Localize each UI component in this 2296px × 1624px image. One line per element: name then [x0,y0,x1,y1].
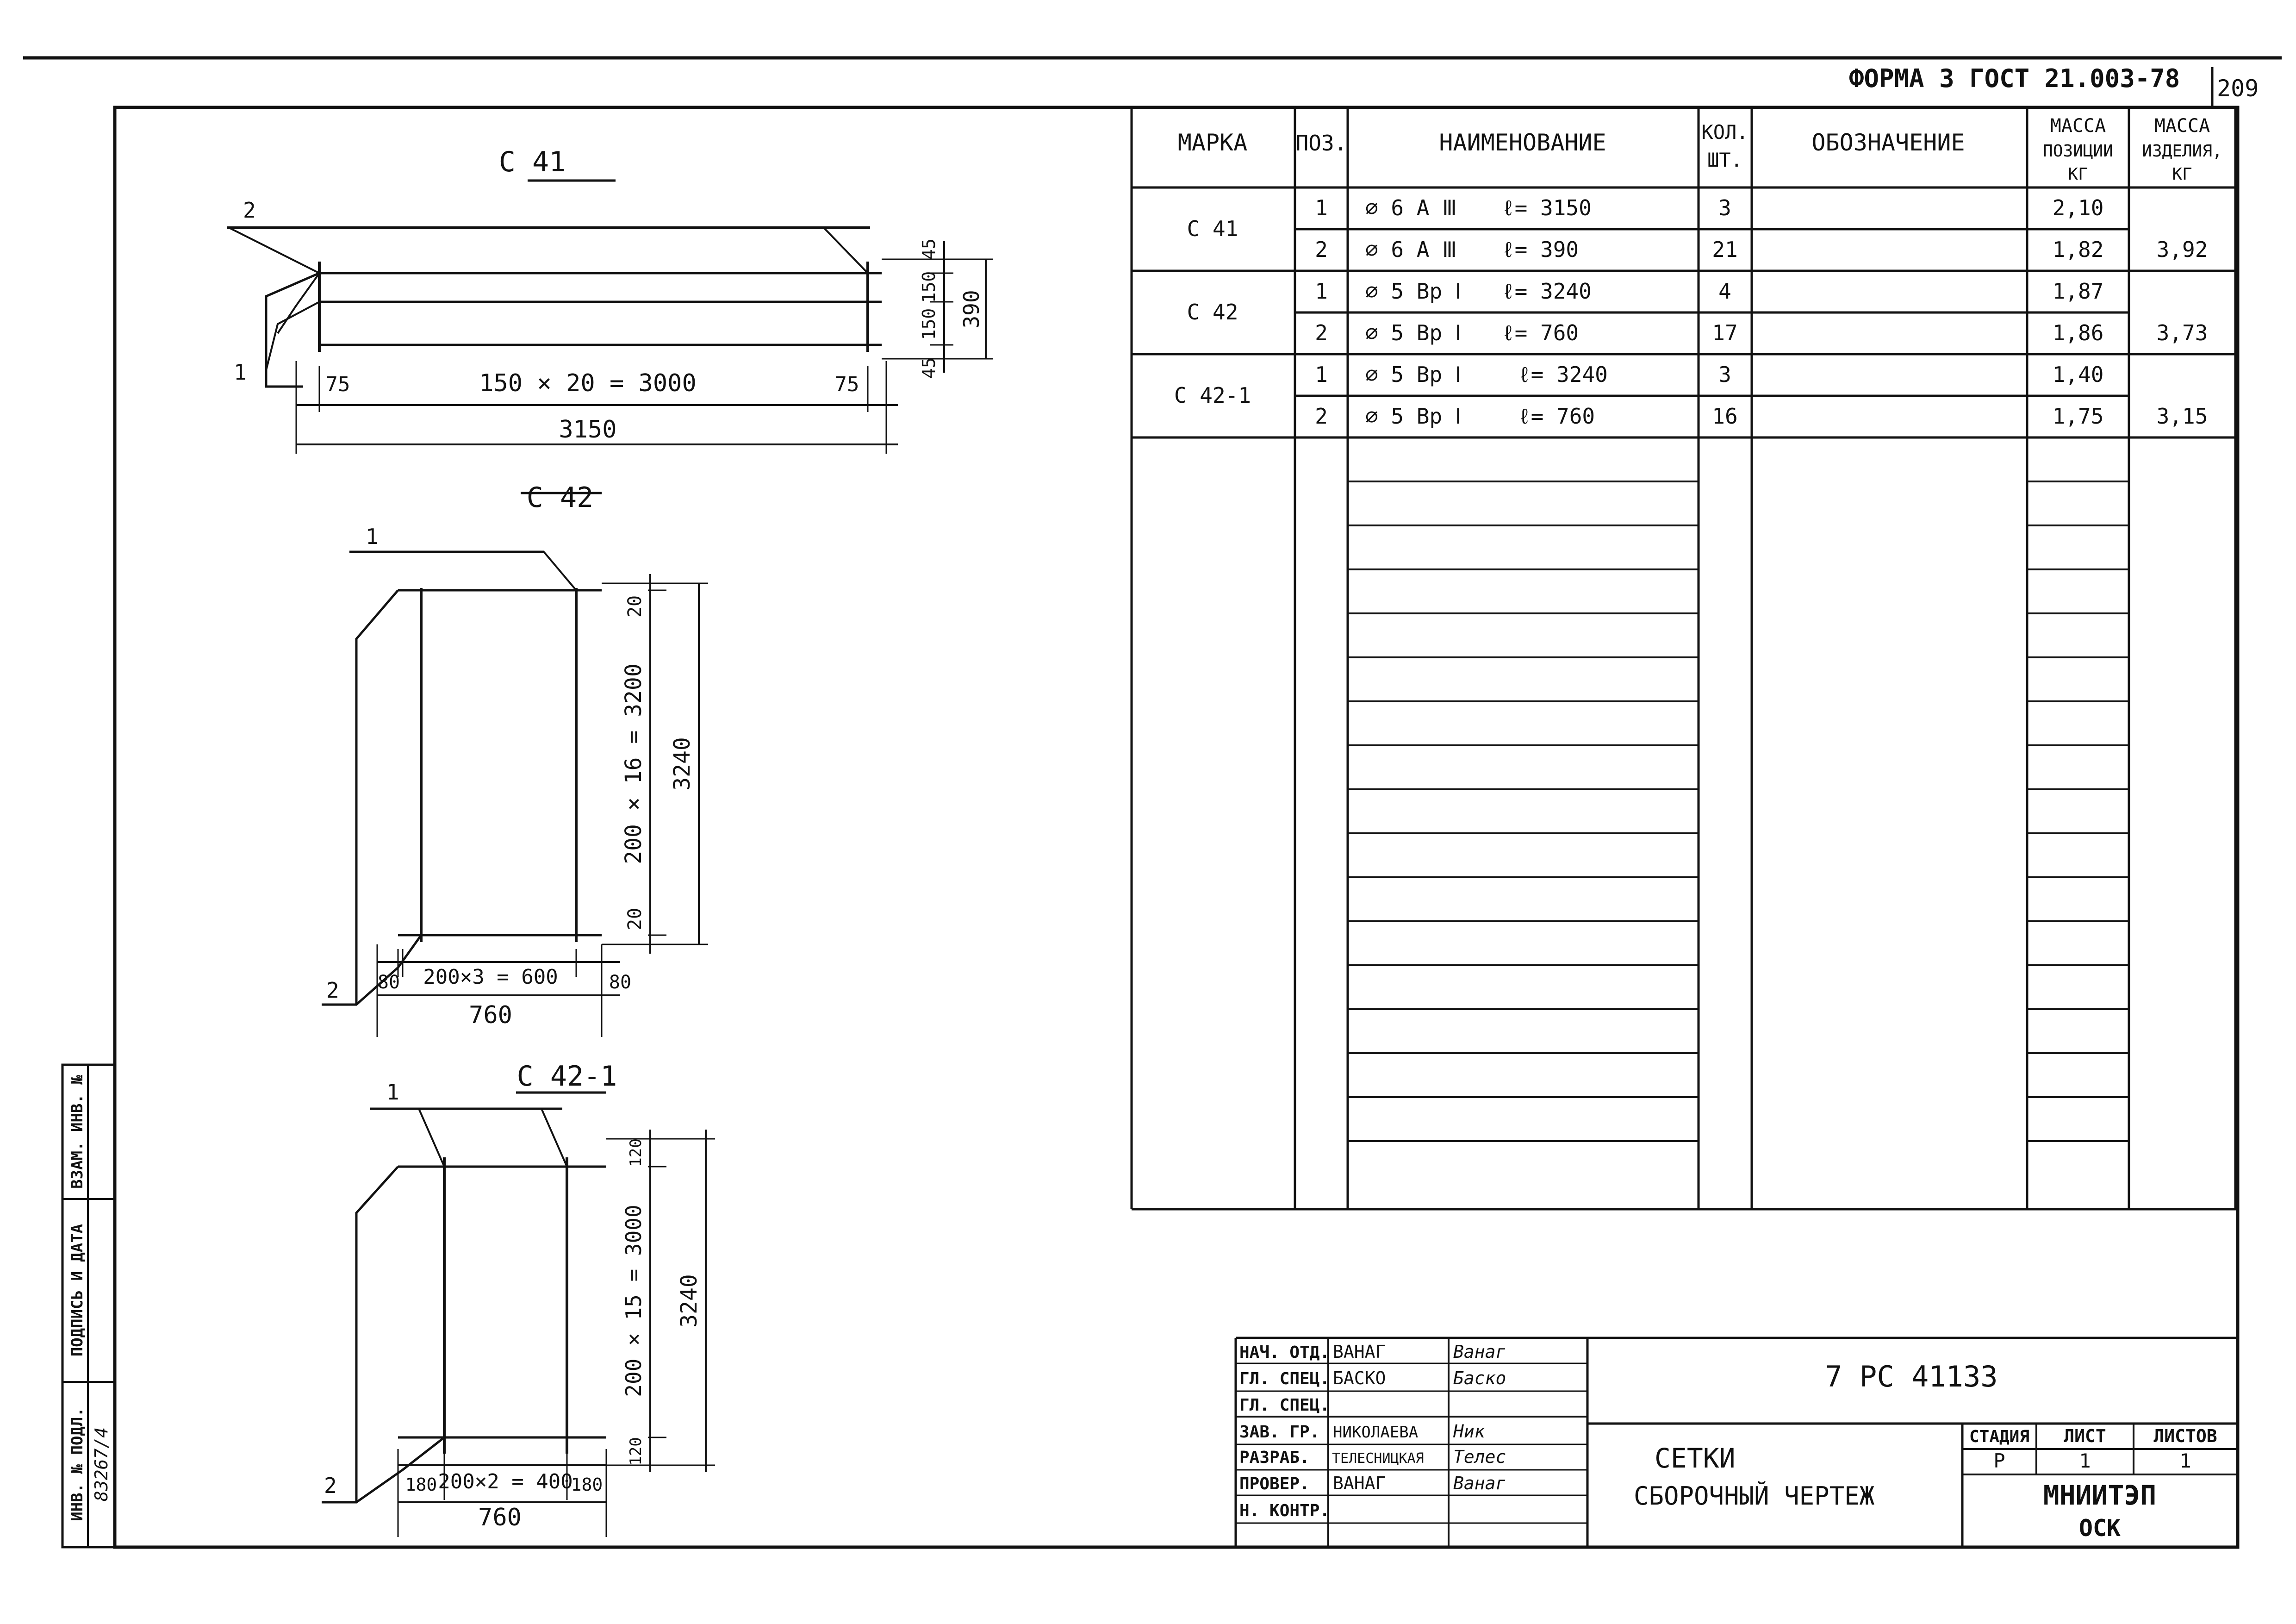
sheet-frame [23,58,2282,1547]
callout-1: 1 [234,360,247,385]
row-qty: 3 [1718,362,1731,387]
dim-v-top: 120 [627,1138,645,1167]
drawing-c42 [322,493,708,1037]
tb-stage: Р [1993,1449,2005,1472]
row-pos: 2 [1315,404,1328,429]
header-name: НАИМЕНОВАНИЕ [1439,129,1606,156]
dim-v-middle: 200 × 16 = 3200 [621,663,647,864]
tb-signature: Телес [1453,1447,1506,1467]
side-stamp-inv-value: 83267/4 [91,1427,112,1502]
row-length: ℓ= 3240 [1518,362,1608,387]
dim-v-bottom: 120 [627,1437,645,1466]
row-qty: 16 [1712,404,1738,429]
callout-1: 1 [366,524,379,549]
tb-name: БАСКО [1333,1368,1386,1388]
row-length: ℓ= 390 [1502,237,1579,262]
drawing-title-c41: С 41 [498,146,566,178]
dim-v-bottom: 45 [919,357,939,379]
header-mark: МАРКА [1177,129,1248,156]
dim-total: 3150 [559,416,617,443]
tb-name: НИКОЛАЕВА [1333,1423,1419,1442]
tb-org-1: МНИИТЭП [2043,1480,2157,1511]
group-mark-c42-1: С 42-1 [1174,383,1251,408]
dim-h-left: 80 [377,972,400,993]
header-pos: ПОЗ. [1295,131,1347,156]
dim-h-left: 180 [405,1474,437,1495]
row-bar: ⌀ 6 А Ⅲ [1365,195,1457,220]
tb-role: РАЗРАБ. [1239,1448,1310,1467]
row-qty: 21 [1712,237,1738,262]
dim-h-total: 760 [478,1504,522,1531]
row-qty: 17 [1712,320,1738,345]
tb-role: ГЛ. СПЕЦ. [1239,1396,1330,1415]
tb-role: ПРОВЕР. [1239,1474,1310,1493]
tb-sheet-header: ЛИСТ [2064,1426,2106,1446]
row-bar: ⌀ 6 А Ⅲ [1365,237,1457,262]
row-pos: 2 [1315,237,1328,262]
dim-v-total: 390 [959,290,984,329]
tb-role: НАЧ. ОТД. [1239,1343,1330,1362]
side-stamp-vzam: ВЗАМ. ИНВ. № [68,1075,87,1189]
callout-2: 2 [324,1473,337,1498]
tb-name: ТЕЛЕСНИЦКАЯ [1332,1450,1424,1467]
row-bar: ⌀ 5 Вр Ⅰ [1365,320,1462,345]
row-pos: 1 [1315,195,1328,220]
group-item-mass: 3,15 [2156,404,2208,429]
dim-h-total: 760 [469,1001,512,1029]
row-bar: ⌀ 5 Вр Ⅰ [1365,279,1462,304]
dim-h-right: 80 [609,972,632,993]
row-length: ℓ= 760 [1502,320,1579,345]
dim-v-top: 45 [919,238,939,260]
row-mass: 1,75 [2052,404,2104,429]
callout-1: 1 [386,1080,399,1105]
dim-end-right: 75 [834,373,859,396]
row-mass: 1,86 [2052,320,2104,345]
row-mass: 1,82 [2052,237,2104,262]
row-bar: ⌀ 5 Вр Ⅰ [1365,404,1462,429]
form-label: ФОРМА 3 ГОСТ 21.003-78 [1849,64,2180,93]
callout-2: 2 [326,978,339,1003]
tb-sheet: 1 [2079,1449,2091,1472]
row-bar: ⌀ 5 Вр Ⅰ [1365,362,1462,387]
header-mass-item-line3: КГ [2172,165,2192,184]
side-stamp-podpis: ПОДПИСЬ И ДАТА [68,1224,87,1357]
tb-signature: Ник [1453,1421,1485,1442]
header-mass-pos-line2: ПОЗИЦИИ [2043,142,2113,161]
row-length: ℓ= 3150 [1502,195,1592,220]
group-item-mass: 3,92 [2156,237,2208,262]
row-pos: 1 [1315,279,1328,304]
page-number-box [2212,67,2259,107]
dim-middle: 150 × 20 = 3000 [479,369,697,397]
tb-stage-header: СТАДИЯ [1969,1427,2030,1446]
dim-v-total: 3240 [669,737,695,791]
row-pos: 2 [1315,320,1328,345]
drawing-title-c42: С 42 [526,481,594,514]
dim-v-150a: 150 [919,271,939,303]
row-pos: 1 [1315,362,1328,387]
row-mass: 2,10 [2052,195,2104,220]
dim-v-top: 20 [624,595,646,618]
header-mass-item-line1: МАССА [2154,115,2210,137]
callout-2: 2 [243,198,256,223]
tb-signature: Ванаг [1453,1473,1506,1493]
tb-name: ВАНАГ [1333,1473,1386,1493]
dim-v-middle: 200 × 15 = 3000 [621,1205,646,1397]
row-qty: 4 [1718,279,1731,304]
group-mark-c41: С 41 [1187,216,1238,241]
tb-role: ЗАВ. ГР. [1239,1423,1320,1442]
dim-v-total: 3240 [676,1274,702,1328]
header-qty-line2: ШТ. [1707,149,1742,171]
dim-v-bottom: 20 [624,907,646,931]
tb-role: ГЛ. СПЕЦ. [1239,1369,1330,1388]
tb-doc-code: 7 РС 41133 [1825,1360,1998,1393]
tb-org-2: ОСК [2078,1515,2121,1542]
dim-end-left: 75 [325,373,350,396]
spec-table-empty-rows [1348,481,2129,1141]
tb-signature: Баско [1453,1368,1506,1388]
header-mass-item-line2: ИЗДЕЛИЯ, [2142,142,2222,161]
tb-doc-title-2: СБОРОЧНЫЙ ЧЕРТЕЖ [1634,1481,1875,1511]
tb-sheets: 1 [2179,1449,2191,1472]
header-mass-pos-line1: МАССА [2050,115,2106,137]
tb-role: Н. КОНТР. [1239,1501,1330,1520]
tb-doc-title-1: СЕТКИ [1655,1443,1736,1474]
header-qty-line1: КОЛ. [1701,121,1748,144]
tb-signature: Ванаг [1453,1342,1506,1362]
group-item-mass: 3,73 [2156,320,2208,345]
row-qty: 3 [1718,195,1731,220]
dim-h-right: 180 [571,1474,603,1495]
row-mass: 1,87 [2052,279,2104,304]
side-stamp-inv-podl: ИНВ. № ПОДЛ. [68,1407,87,1521]
dim-h-middle: 200×3 = 600 [423,965,558,989]
drawing-c41 [227,181,993,454]
tb-name: ВАНАГ [1333,1342,1386,1362]
tb-sheets-header: ЛИСТОВ [2153,1426,2217,1446]
row-length: ℓ= 3240 [1502,279,1592,304]
header-mass-pos-line3: КГ [2068,165,2088,184]
header-designation: ОБОЗНАЧЕНИЕ [1811,129,1965,156]
dim-v-150b: 150 [919,308,939,340]
row-mass: 1,40 [2052,362,2104,387]
row-length: ℓ= 760 [1518,404,1595,429]
drawing-title-c42-1: С 42-1 [516,1060,617,1093]
page-number: 209 [2217,75,2259,102]
group-mark-c42: С 42 [1187,300,1238,325]
dim-h-middle: 200×2 = 400 [438,1470,573,1493]
